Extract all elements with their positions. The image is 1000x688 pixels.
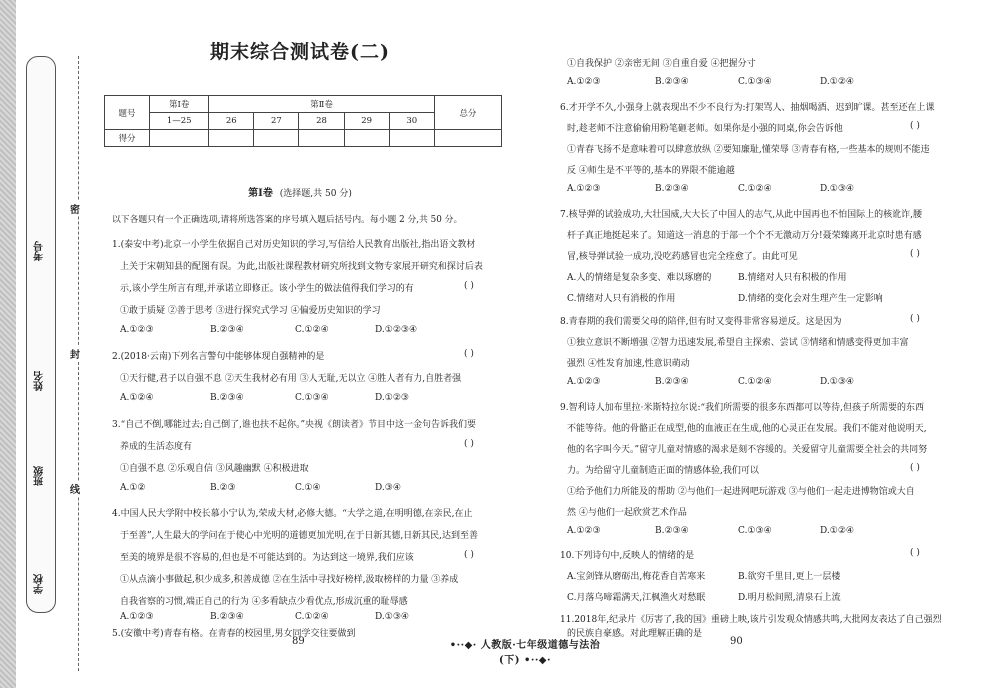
- question-line: 6.才开学不久,小强身上就表现出不少不良行为:打架骂人、抽烟喝酒、迟到旷课。甚至还在上课: [560, 103, 935, 113]
- question-line: 11.2018年,纪录片《厉害了,我的国》重磅上映,该片引发观众情感共鸣,大批网友表达了自己强烈: [560, 615, 942, 625]
- option-c[interactable]: C.①③④: [738, 526, 772, 536]
- paper-title: 期末综合测试卷(二): [210, 41, 390, 63]
- score-table: [104, 95, 502, 147]
- option-b[interactable]: B.②③④: [210, 325, 244, 335]
- answer-paren[interactable]: ( ): [464, 349, 474, 359]
- option-b[interactable]: B.②③④: [210, 393, 244, 403]
- answer-paren[interactable]: ( ): [464, 550, 474, 560]
- option-b[interactable]: B.情绪对人只有积极的作用: [738, 273, 847, 283]
- option-b[interactable]: B.②③④: [655, 184, 689, 194]
- student-info-box: [26, 56, 56, 613]
- question-line: ①青春飞扬不是意味着可以肆意放纵 ②要知廉耻,懂荣辱 ③青春有格,一些基本的规则不能违: [567, 145, 930, 155]
- class-field[interactable]: 班级: [34, 466, 46, 486]
- option-b[interactable]: B.②③④: [655, 526, 689, 536]
- question-line: 2.(2018·云南)下列名言警句中能够体现自强精神的是: [112, 352, 325, 362]
- option-d[interactable]: D.①③④: [820, 184, 854, 194]
- option-a[interactable]: A.①②③: [567, 184, 601, 194]
- answer-paren[interactable]: ( ): [910, 314, 920, 324]
- option-a[interactable]: A.①②: [120, 483, 146, 493]
- option-c[interactable]: C.月落乌啼霜满天,江枫渔火对愁眠: [567, 593, 706, 603]
- question-line: 于至善”,人生最大的学问在于使心中光明的道德更加光明,在于日新其德,日新其民,达到至善: [120, 531, 479, 541]
- question-line: 3.“自己不倒,哪能过去;自己倒了,谁也扶不起你。”央视《朗读者》节目中这一金句告诉我们要: [112, 420, 477, 430]
- question-line: 7.核导弹的试验成功,大壮国威,大大长了中国人的志气,从此中国再也不怕国际上的核讹诈,腰: [560, 210, 923, 220]
- answer-paren[interactable]: ( ): [464, 281, 474, 291]
- binding-area: [16, 56, 88, 671]
- option-a[interactable]: A.①②③: [567, 77, 601, 87]
- question-number-header: 题号: [105, 96, 150, 130]
- question-line: ①自我保护 ②亲密无间 ③自重自爱 ④把握分寸: [567, 59, 756, 69]
- footer-dots: •··◆·: [449, 640, 477, 651]
- margin-pattern: [0, 0, 16, 688]
- option-b[interactable]: B.②③④: [655, 77, 689, 87]
- option-b[interactable]: B.欲穷千里目,更上一层楼: [738, 572, 841, 582]
- question-line: 强烈 ④性发育加速,性意识萌动: [567, 359, 690, 369]
- option-a[interactable]: A.①②③: [120, 325, 154, 335]
- option-c[interactable]: C.情绪对人只有消极的作用: [567, 294, 676, 304]
- option-c[interactable]: C.①③④: [738, 77, 772, 87]
- option-c[interactable]: C.①④: [295, 483, 321, 493]
- question-line: 上关于宋朝知县的配图有误。为此,出版社课程教材研究所找到文物专家展开研究和探讨后表: [120, 262, 483, 272]
- cut-line: [78, 56, 79, 671]
- question-line: 的民族自豪感。对此理解正确的是: [567, 629, 703, 639]
- option-c[interactable]: C.①②④: [295, 612, 329, 622]
- score-input[interactable]: [434, 130, 501, 147]
- option-d[interactable]: D.①③④: [375, 612, 409, 622]
- question-line: ①独立意识不断增强 ②智力迅速发展,希望自主探索、尝试 ③情绪和情感变得更加丰富: [567, 338, 909, 348]
- q28-cell: 28: [299, 113, 344, 130]
- q29-cell: 29: [344, 113, 389, 130]
- answer-paren[interactable]: ( ): [910, 121, 920, 131]
- footer-book-title: •··◆· 人教版·七年级道德与法治(下) •··◆·: [449, 640, 601, 666]
- answer-paren[interactable]: ( ): [910, 249, 920, 259]
- option-a[interactable]: A.①②③: [567, 377, 601, 387]
- question-line: 8.青春期的我们需要父母的陪伴,但有时又变得非常容易逆反。这是因为: [560, 317, 842, 327]
- question-line: 1.(泰安中考)北京一小学生依据自己对历史知识的学习,写信给人民教育出版社,指出语文教材: [112, 240, 476, 250]
- cut-word-line: 线: [70, 481, 80, 496]
- question-line: 时,趁老师不注意偷偷用粉笔砸老师。如果你是小强的同桌,你会告诉他: [567, 124, 843, 134]
- question-line: ①从点滴小事做起,积少成多,积善成德 ②在生活中寻找好榜样,汲取榜样的力量 ③养成: [120, 575, 459, 585]
- option-c[interactable]: C.①②④: [738, 377, 772, 387]
- score-input[interactable]: [389, 130, 434, 147]
- score-input[interactable]: [150, 130, 209, 147]
- option-d[interactable]: D.①②④: [820, 77, 854, 87]
- question-line: 至美的境界是很不容易的,但也是不可能达到的。为达到这一境界,我们应该: [120, 553, 414, 563]
- question-line: 他的名字叫今天。”留守儿童对情感的渴求是刻不容缓的。关爱留守儿童需要全社会的共同努: [567, 445, 928, 455]
- question-line: 示,该小学生所言有理,并承诺立即修正。该小学生的做法值得我们学习的有: [120, 284, 414, 294]
- section-instruction: 以下各题只有一个正确选项,请将所选答案的序号填入题后括号内。每小题 2 分,共 50 分。: [112, 215, 463, 225]
- question-line: 养成的生活态度有: [120, 442, 193, 452]
- question-line: ①自强不息 ②乐观自信 ③风趣幽默 ④积极进取: [120, 464, 309, 474]
- score-input[interactable]: [209, 130, 254, 147]
- total-header: 总分: [434, 96, 501, 130]
- option-a[interactable]: A.①②③: [120, 612, 154, 622]
- page-number-right: 90: [730, 636, 743, 647]
- q30-cell: 30: [389, 113, 434, 130]
- q26-cell: 26: [209, 113, 254, 130]
- q27-cell: 27: [254, 113, 299, 130]
- option-b[interactable]: B.②③: [210, 483, 236, 493]
- option-a[interactable]: A.①②④: [120, 393, 154, 403]
- part-two-header: 第Ⅱ卷: [209, 96, 435, 113]
- option-d[interactable]: D.③④: [375, 483, 401, 493]
- question-line: 不能等待。他的骨骼正在成型,他的血液正在生成,他的心灵正在发展。我们不能对他说明天,: [567, 424, 927, 434]
- question-line: ①给予他们力所能及的帮助 ②与他们一起进网吧玩游戏 ③与他们一起走进博物馆或大自: [567, 487, 915, 497]
- cut-word-close: 封: [70, 346, 80, 361]
- score-input[interactable]: [299, 130, 344, 147]
- question-line: 9.智利诗人加布里拉·米斯特拉尔说:“我们所需要的很多东西都可以等待,但孩子所需要的东西: [560, 403, 924, 413]
- question-line: 力。为给留守儿童制造正面的情感体验,我们可以: [567, 466, 759, 476]
- option-d[interactable]: D.①②④: [820, 526, 854, 536]
- option-a[interactable]: A.宝剑锋从磨砺出,梅花香自苦寒来: [567, 572, 706, 582]
- option-d[interactable]: D.①②③④: [375, 325, 418, 335]
- question-line: 10.下列诗句中,反映人的情绪的是: [560, 551, 695, 561]
- option-c[interactable]: C.①③④: [295, 393, 329, 403]
- option-d[interactable]: D.明月松间照,清泉石上流: [738, 593, 841, 603]
- answer-paren[interactable]: ( ): [910, 463, 920, 473]
- score-input[interactable]: [254, 130, 299, 147]
- question-line: 然 ④与他们一起欣赏艺术作品: [567, 508, 687, 518]
- option-c[interactable]: C.①②④: [295, 325, 329, 335]
- question-line: 杆子真正地挺起来了。知道这一消息的于部一个个不无激动万分!聂荣臻离开北京时患有感: [567, 231, 922, 241]
- option-d[interactable]: D.情绪的变化会对生理产生一定影响: [738, 294, 883, 304]
- score-input[interactable]: [344, 130, 389, 147]
- option-d[interactable]: D.①③④: [820, 377, 854, 387]
- school-field[interactable]: 学校: [34, 574, 46, 594]
- option-a[interactable]: A.人的情绪是复杂多变、难以琢磨的: [567, 273, 712, 283]
- part-one-header: 第Ⅰ卷: [150, 96, 209, 113]
- exam-number-field[interactable]: 考号: [34, 241, 46, 261]
- question-line: 自我省察的习惯,端正自己的行为 ④多看缺点少看优点,形成沉重的耻辱感: [120, 597, 408, 607]
- answer-paren[interactable]: ( ): [464, 439, 474, 449]
- section-title: 第Ⅰ卷 (选择题,共 50 分): [248, 188, 352, 199]
- question-line: ①天行健,君子以自强不息 ②天生我材必有用 ③人无耻,无以立 ④胜人者有力,自胜者强: [120, 374, 462, 384]
- question-line: 反 ④师生是不平等的,基本的界限不能逾越: [567, 166, 735, 176]
- question-line: 5.(安徽中考)青春有格。在青春的校园里,男女同学交往要做到: [112, 629, 356, 639]
- footer-dots: •··◆·: [523, 655, 551, 666]
- option-d[interactable]: D.①②③: [375, 393, 409, 403]
- option-b[interactable]: B.②③④: [655, 377, 689, 387]
- cut-word-seal: 密: [70, 201, 80, 216]
- option-b[interactable]: B.②③④: [210, 612, 244, 622]
- option-c[interactable]: C.①②④: [738, 184, 772, 194]
- score-label: 得分: [105, 130, 150, 147]
- range-cell: 1—25: [150, 113, 209, 130]
- name-field[interactable]: 姓名: [34, 371, 46, 391]
- question-line: 冒,核导弹试验一成功,没吃药感冒也完全痊愈了。由此可见: [567, 252, 798, 262]
- question-line: ①敢于质疑 ②善于思考 ③进行探究式学习 ④偏爱历史知识的学习: [120, 306, 381, 316]
- answer-paren[interactable]: ( ): [910, 548, 920, 558]
- question-line: 4.中国人民大学附中校长慕小宁认为,荣成大材,必修大德。“大学之道,在明明德,在亲民,在止: [112, 509, 473, 519]
- page-number-left: 89: [292, 636, 305, 647]
- option-a[interactable]: A.①②③: [567, 526, 601, 536]
